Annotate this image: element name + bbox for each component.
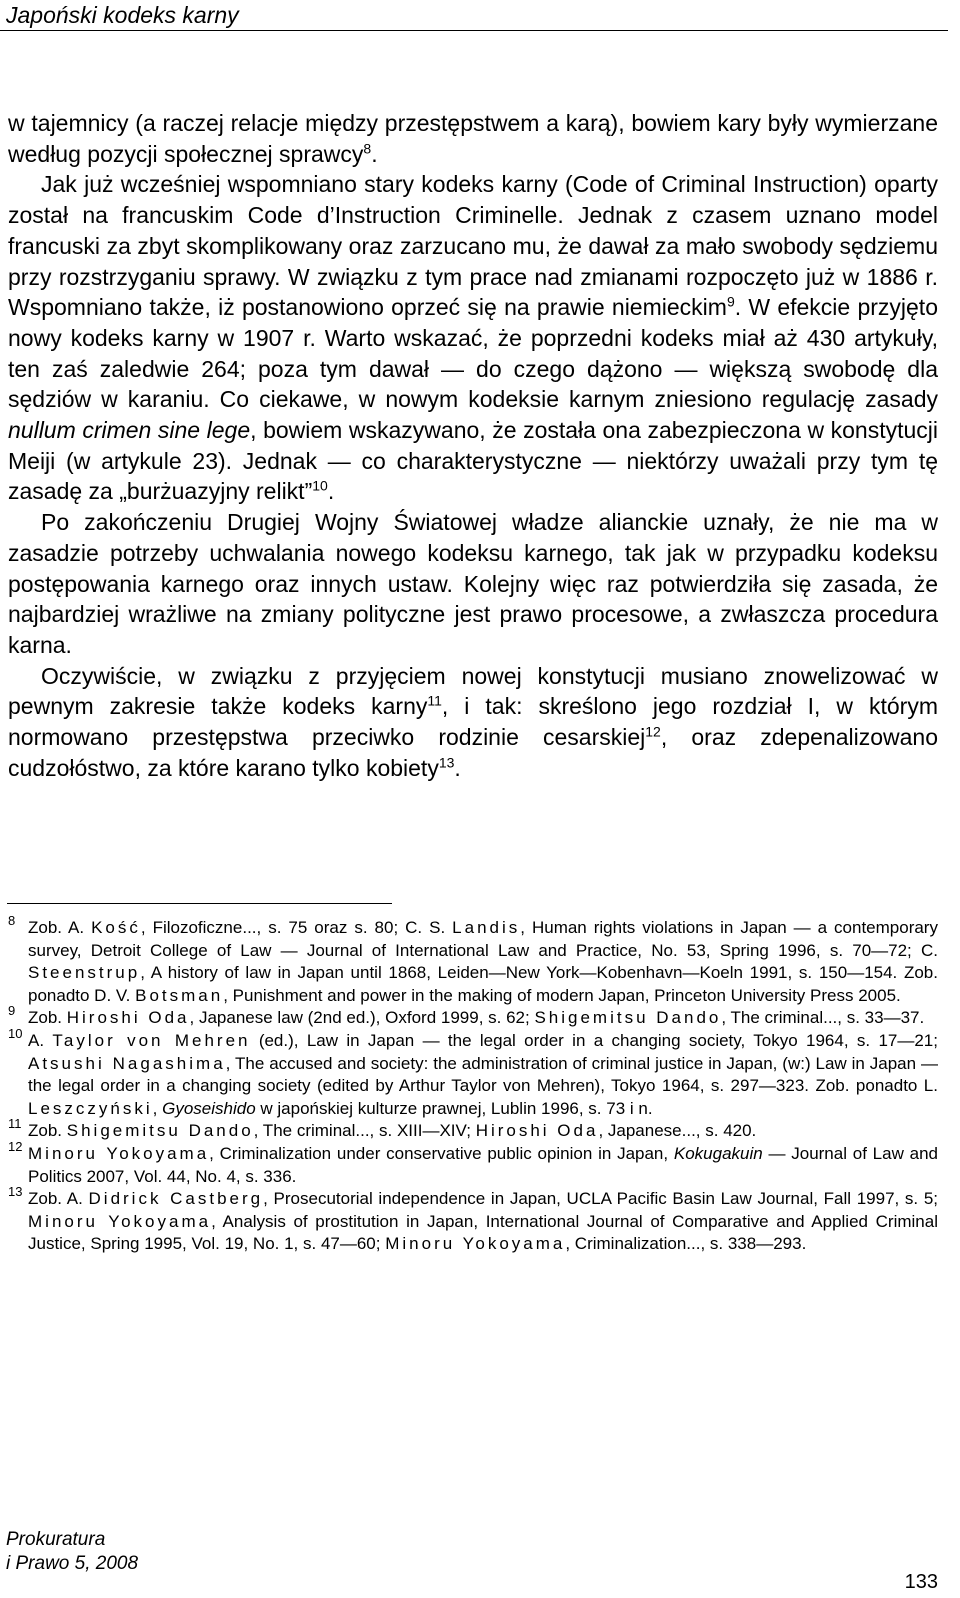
paragraph-2: Jak już wcześniej wspomniano stary kodeks karny (Code of Criminal Instruction) oparty został na francuskim Code d’Instruction Criminelle. Jednak z czasem uznano model francuski za zbyt skomplikowany oraz zarzucano mu, że dawał za mało swobody sędziemu przy rozstrzyganiu sprawy. W związku z tym prace nad zmianami rozpoczęto już w 1886 r. Wspomniano także, iż postanowiono oprzeć się na prawie niemieckim$^9$. W efekcie przyjęto nowy kodeks karny w 1907 r. Warto wskazać, że poprzedni kodeks miał aż 430 artykuły, ten zaś zaledwie 264; poza tym dawał — do czego dążono — większą swobodę dla sędziów w karaniu. Co ciekawe, w nowym kodeksie karnym zniesiono regulację zasady nullum crimen sine lege, bowiem wskazywano, że została ona zabezpieczona w konstytucji Meiji (w artykule 23). Jednak — co charakterystyczne — niektórzy uważali przy tym tę zasadę za „burżuazyjny relikt”$^{10}$. bbox=[8, 171, 938, 505]
footnotes bbox=[8, 913, 939, 1256]
footnote-ref-8[interactable]: 8 bbox=[363, 140, 372, 157]
journal-issue: i Prawo 5, 2008 bbox=[6, 1553, 139, 1574]
footnote-number: 8 bbox=[8, 913, 16, 928]
latin-phrase: nullum crimen sine lege bbox=[8, 417, 251, 444]
paragraph-3: Po zakończeniu Drugiej Wojny Światowej władze alianckie uznały, że nie ma w zasadzie potrzeby uchwalania nowego kodeksu karnego, tak jak w przypadku kodeksu postępowania karnego oraz innych ustaw. Kolejny więc raz potwierdziła się zasada, że najbardziej wrażliwe na zmiany polityczne jest prawo procesowe, a zwłaszcza procedura karna. bbox=[8, 509, 938, 658]
footnote-rule bbox=[7, 903, 392, 904]
footnote-13: 13 Zob. A. Didrick Castberg, Prosecutorial independence in Japan, UCLA Pacific Basin Law Journal, Fall 1997, s. 5; Minoru Yokoyama, Analysis of prostitution in Japan, International Journal of Comparative and Applied Criminal Justice, Spring 1995, Vol. 19, No. 1, s. 47—60; Minoru Yokoyama, Criminalization..., s. 338—293. bbox=[8, 1184, 939, 1254]
running-title: Japoński kodeks karny bbox=[6, 2, 239, 28]
footnote-number: 10 bbox=[8, 1025, 23, 1041]
footnote-9: 9 Zob. Hiroshi Oda, Japanese law (2nd ed.), Oxford 1999, s. 62; Shigemitsu Dando, The criminal..., s. 33—37. bbox=[8, 1003, 925, 1028]
footnote-8: 8 Zob. A. Kość, Filozoficzne..., s. 75 oraz s. 80; C. S. Landis, Human rights violations in Japan — a contemporary survey, Detroit College of Law — Journal of International Law and Practice, No. 53, Spring 1996, s. 70—72; C. Steenstrup, A history of law in Japan until 1868, Leiden—New York—Kobenhavn—Koeln 1991, s. 150—154. Zob. ponadto D. V. Botsman, Punishment and power in the making of modern Japan, Princeton University Press 2005. bbox=[8, 913, 938, 1005]
page-number: 133 bbox=[904, 1571, 938, 1593]
footnote-number: 12 bbox=[8, 1138, 23, 1154]
journal-info bbox=[6, 1528, 138, 1576]
footnote-ref-9[interactable]: 9 bbox=[726, 293, 735, 310]
footnote-10: 10 A. Taylor von Mehren (ed.), Law in Japan — the legal order in a changing society, Tokyo 1964, s. 17—21; Atsushi Nagashima, The accused and society: the administration of criminal justice in Japan, (w:) Law in Japan — the legal order in a changing society (edited by Arthur Taylor von Mehren), Tokyo 1964, s. 297—323. Zob. ponadto L. Leszczyński, Gyoseishido w japońskiej kulturze prawnej, Lublin 1996, s. 73 i n. bbox=[8, 1025, 938, 1118]
footnote-ref-10[interactable]: 10 bbox=[312, 477, 328, 494]
main-text bbox=[8, 108, 938, 783]
header-rule bbox=[0, 30, 948, 31]
footnote-ref-11[interactable]: 11 bbox=[427, 692, 442, 709]
footnote-number: 13 bbox=[8, 1184, 23, 1200]
footnote-ref-12[interactable]: 12 bbox=[645, 723, 661, 740]
journal-name: Prokuratura bbox=[6, 1529, 106, 1550]
footnote-ref-13[interactable]: 13 bbox=[438, 754, 455, 771]
footnote-number: 11 bbox=[8, 1116, 22, 1132]
footnote-11: 11 Zob. Shigemitsu Dando, The criminal..., s. XIII—XIV; Hiroshi Oda, Japanese..., s. 420. bbox=[8, 1116, 757, 1141]
paragraph-4: Oczywiście, w związku z przyjęciem nowej konstytucji musiano znowelizować w pewnym zakresie także kodeks karny$^{11}$, i tak: skreślono jego rozdział I, w którym normowano przestępstwa przeciwko rodzinie cesarskiej$^{12}$, oraz zdepenalizowano cudzołóstwo, za które karano tylko kobiety$^{13}$. bbox=[8, 662, 938, 781]
footnote-12: 12 Minoru Yokoyama, Criminalization under conservative public opinion in Japan, Kokugakuin — Journal of Law and Politics 2007, Vol. 44, No. 4, s. 336. bbox=[8, 1138, 938, 1186]
footnote-number: 9 bbox=[8, 1003, 16, 1019]
paragraph-1: w tajemnicy (a raczej relacje między przestępstwem a karą), bowiem kary były wymierzane według pozycji społecznej sprawcy$^8$. bbox=[8, 110, 938, 167]
